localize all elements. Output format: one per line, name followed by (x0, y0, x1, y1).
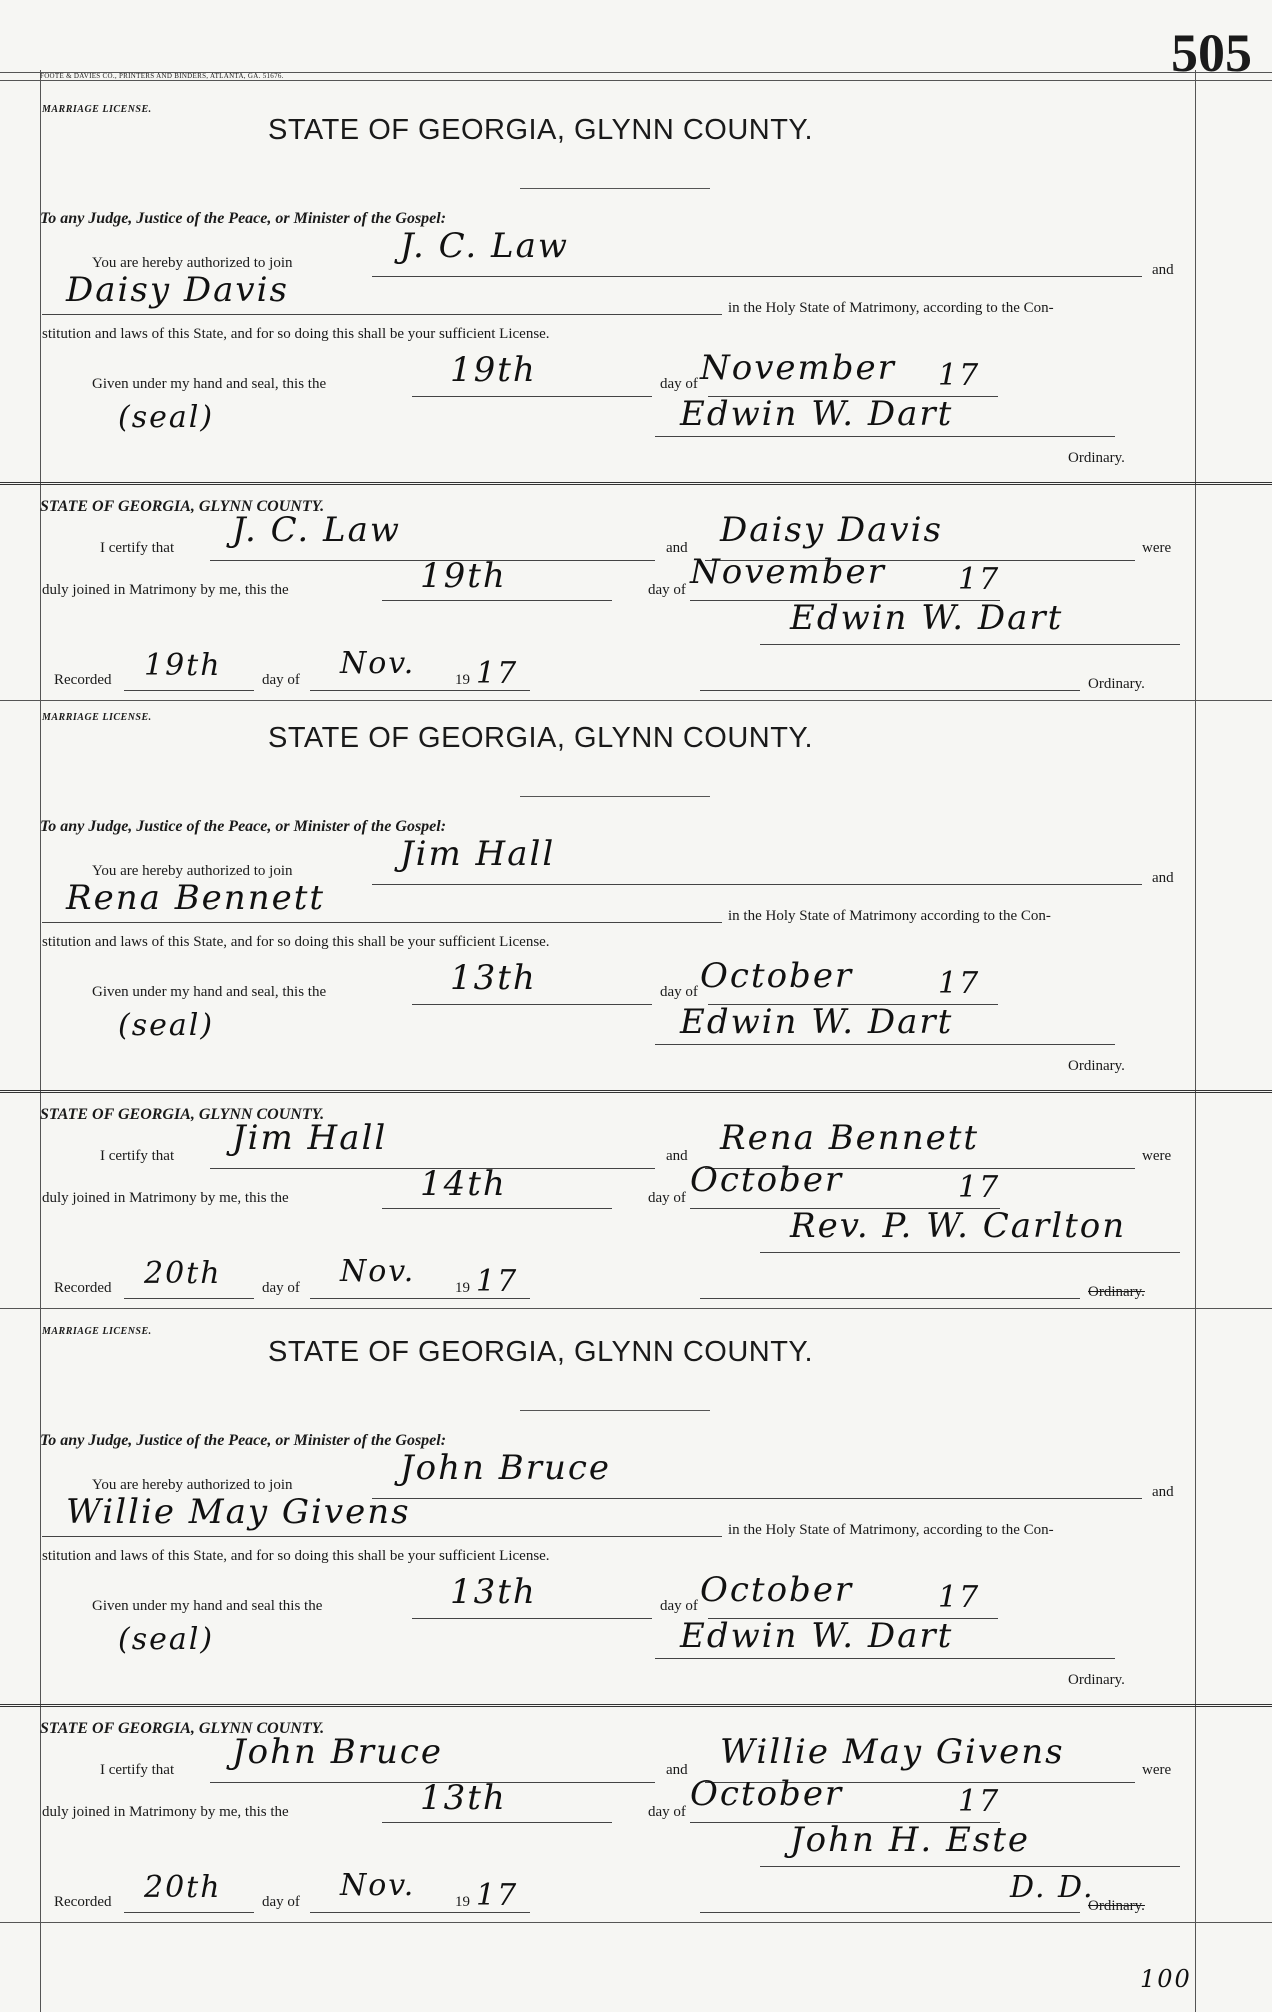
cert-groom-name: Jim Hall (232, 1118, 388, 1158)
recorded-label: Recorded (54, 1894, 112, 1910)
officiant-signature: John H. Este (790, 1820, 1031, 1860)
groom-line (372, 1498, 1142, 1499)
were-label: were (1142, 1148, 1172, 1164)
recorded-month: Nov. (340, 646, 416, 681)
authorized-label: You are hereby authorized to join (92, 1477, 293, 1493)
i-certify-label: I certify that (100, 540, 175, 556)
officiant-signature: Rev. P. W. Carlton (790, 1206, 1127, 1246)
given-label: Given under my hand and seal, this the (92, 984, 327, 1000)
officiant-line (760, 1252, 1180, 1253)
duly-joined-label: duly joined in Matrimony by me, this the (42, 1190, 289, 1206)
license-state-header: STATE OF GEORGIA, GLYNN COUNTY. (268, 722, 814, 754)
to-any-judge-label: To any Judge, Justice of the Peace, or Minister of the Gospel: (40, 818, 447, 835)
bottom-note: 100 (1140, 1965, 1192, 1993)
seal-mark: (seal) (118, 1622, 215, 1657)
recorded-day-of-label: day of (262, 1280, 300, 1296)
constitution-label: stitution and laws of this State, and for so doing this shall be your sufficient License. (42, 326, 550, 342)
ordinary-label: Ordinary. (1068, 1058, 1125, 1074)
ordinary-line (655, 1658, 1115, 1659)
record-end-rule (0, 1308, 1272, 1309)
recorded-day-line (124, 690, 254, 691)
ordinary-signature: Edwin W. Dart (680, 1002, 954, 1042)
groom-name: J. C. Law (400, 226, 569, 266)
license-month: October (700, 956, 854, 996)
to-any-judge-label: To any Judge, Justice of the Peace, or Minister of the Gospel: (40, 1432, 447, 1449)
recorded-day: 19th (144, 648, 222, 683)
ordinary-label: Ordinary. (1068, 450, 1125, 466)
joined-day: 14th (420, 1164, 507, 1204)
section-divider (0, 1090, 1272, 1093)
bride-name: Rena Bennett (66, 878, 326, 918)
cert-and-label: and (666, 1762, 688, 1778)
groom-name: John Bruce (400, 1448, 612, 1488)
bride-line (42, 1536, 722, 1537)
groom-line (372, 276, 1142, 277)
joined-day: 13th (420, 1778, 507, 1818)
marriage-license-label: MARRIAGE LICENSE. (42, 104, 152, 115)
header-underline (520, 188, 710, 189)
header-underline (520, 796, 710, 797)
day-of-label: day of (660, 1598, 698, 1614)
license-day: 13th (450, 1572, 537, 1612)
cert-bride-name: Willie May Givens (720, 1732, 1065, 1772)
authorized-label: You are hereby authorized to join (92, 863, 293, 879)
seal-mark: (seal) (118, 1008, 215, 1043)
cert-and-label: and (666, 540, 688, 556)
cert-and-label: and (666, 1148, 688, 1164)
license-day-line (412, 1618, 652, 1619)
day-of-label: day of (660, 984, 698, 1000)
record-end-rule (0, 700, 1272, 701)
recorded-label: Recorded (54, 672, 112, 688)
recorded-day-of-label: day of (262, 672, 300, 688)
cert-groom-name: John Bruce (232, 1732, 444, 1772)
joined-month: October (690, 1774, 844, 1814)
recorded-ordinary-label: Ordinary. (1088, 676, 1145, 692)
page-number: 505 (1171, 23, 1252, 83)
marriage-license-label: MARRIAGE LICENSE. (42, 712, 152, 723)
and-label: and (1152, 262, 1174, 278)
officiant-line (760, 1866, 1180, 1867)
officiant-title: D. D. (1010, 1870, 1095, 1905)
to-any-judge-label: To any Judge, Justice of the Peace, or Minister of the Gospel: (40, 210, 447, 227)
cert-day-of-label: day of (648, 1804, 686, 1820)
recorded-day-of-label: day of (262, 1894, 300, 1910)
joined-month: November (690, 552, 886, 592)
recorded-month: Nov. (340, 1868, 416, 1903)
recorded-day-line (124, 1912, 254, 1913)
groom-name: Jim Hall (400, 834, 556, 874)
joined-day-line (382, 1208, 612, 1209)
holy-state-label: in the Holy State of Matrimony, according to the Con- (728, 300, 1054, 316)
recorded-year-prefix: 19 (455, 672, 470, 688)
joined-day-line (382, 600, 612, 601)
license-day: 13th (450, 958, 537, 998)
license-year: 17 (938, 1580, 981, 1615)
were-label: were (1142, 540, 1172, 556)
recorded-year: 17 (476, 656, 519, 691)
i-certify-label: I certify that (100, 1148, 175, 1164)
marriage-license-label: MARRIAGE LICENSE. (42, 1326, 152, 1337)
cert-groom-name: J. C. Law (232, 510, 401, 550)
license-day: 19th (450, 350, 537, 390)
recorded-day-line (124, 1298, 254, 1299)
license-year: 17 (938, 966, 981, 1001)
recorded-month: Nov. (340, 1254, 416, 1289)
duly-joined-label: duly joined in Matrimony by me, this the (42, 1804, 289, 1820)
recorded-ordinary-line (700, 1298, 1080, 1299)
and-label: and (1152, 870, 1174, 886)
top-rule-2 (0, 80, 1272, 81)
recorded-year-prefix: 19 (455, 1894, 470, 1910)
ordinary-line (655, 436, 1115, 437)
constitution-label: stitution and laws of this State, and for so doing this shall be your sufficient License. (42, 934, 550, 950)
cert-day-of-label: day of (648, 582, 686, 598)
license-month: October (700, 1570, 854, 1610)
i-certify-label: I certify that (100, 1762, 175, 1778)
license-state-header: STATE OF GEORGIA, GLYNN COUNTY. (268, 114, 814, 146)
header-underline (520, 1410, 710, 1411)
license-month: November (700, 348, 896, 388)
cert-bride-name: Rena Bennett (720, 1118, 980, 1158)
recorded-year-prefix: 19 (455, 1280, 470, 1296)
license-day-line (412, 396, 652, 397)
section-divider (0, 482, 1272, 485)
joined-day: 19th (420, 556, 507, 596)
recorded-month-line (310, 690, 530, 691)
joined-month: October (690, 1160, 844, 1200)
joined-year: 17 (958, 1784, 1001, 1819)
bride-line (42, 314, 722, 315)
joined-year: 17 (958, 562, 1001, 597)
certificate-state-header: STATE OF GEORGIA, GLYNN COUNTY. (40, 498, 325, 515)
duly-joined-label: duly joined in Matrimony by me, this the (42, 582, 289, 598)
given-label: Given under my hand and seal, this the (92, 376, 327, 392)
recorded-month-line (310, 1912, 530, 1913)
bride-line (42, 922, 722, 923)
record-end-rule (0, 1922, 1272, 1923)
groom-line (372, 884, 1142, 885)
holy-state-label: in the Holy State of Matrimony according to the Con- (728, 908, 1051, 924)
printer-imprint: FOOTE & DAVIES CO., PRINTERS AND BINDERS, ATLANTA, GA. 51676. (40, 72, 284, 80)
license-day-line (412, 1004, 652, 1005)
right-margin-line (1195, 70, 1196, 2012)
recorded-ordinary-line (700, 1912, 1080, 1913)
cert-bride-name: Daisy Davis (720, 510, 943, 550)
cert-day-of-label: day of (648, 1190, 686, 1206)
recorded-label: Recorded (54, 1280, 112, 1296)
officiant-line (760, 644, 1180, 645)
officiant-signature: Edwin W. Dart (790, 598, 1064, 638)
ordinary-label: Ordinary. (1068, 1672, 1125, 1688)
recorded-ordinary-label: Ordinary. (1088, 1898, 1145, 1914)
license-state-header: STATE OF GEORGIA, GLYNN COUNTY. (268, 1336, 814, 1368)
authorized-label: You are hereby authorized to join (92, 255, 293, 271)
certificate-state-header: STATE OF GEORGIA, GLYNN COUNTY. (40, 1106, 325, 1123)
ordinary-signature: Edwin W. Dart (680, 394, 954, 434)
constitution-label: stitution and laws of this State, and for so doing this shall be your sufficient License. (42, 1548, 550, 1564)
bride-name: Willie May Givens (66, 1492, 411, 1532)
section-divider (0, 1704, 1272, 1707)
seal-mark: (seal) (118, 400, 215, 435)
holy-state-label: in the Holy State of Matrimony, according to the Con- (728, 1522, 1054, 1538)
license-year: 17 (938, 358, 981, 393)
certificate-state-header: STATE OF GEORGIA, GLYNN COUNTY. (40, 1720, 325, 1737)
joined-year: 17 (958, 1170, 1001, 1205)
recorded-year: 17 (476, 1878, 519, 1913)
bride-name: Daisy Davis (66, 270, 289, 310)
recorded-day: 20th (144, 1870, 222, 1905)
ordinary-signature: Edwin W. Dart (680, 1616, 954, 1656)
recorded-year: 17 (476, 1264, 519, 1299)
recorded-ordinary-line (700, 690, 1080, 691)
and-label: and (1152, 1484, 1174, 1500)
recorded-day: 20th (144, 1256, 222, 1291)
joined-day-line (382, 1822, 612, 1823)
day-of-label: day of (660, 376, 698, 392)
ordinary-line (655, 1044, 1115, 1045)
were-label: were (1142, 1762, 1172, 1778)
recorded-month-line (310, 1298, 530, 1299)
recorded-ordinary-label: Ordinary. (1088, 1284, 1145, 1300)
given-label: Given under my hand and seal this the (92, 1598, 323, 1614)
